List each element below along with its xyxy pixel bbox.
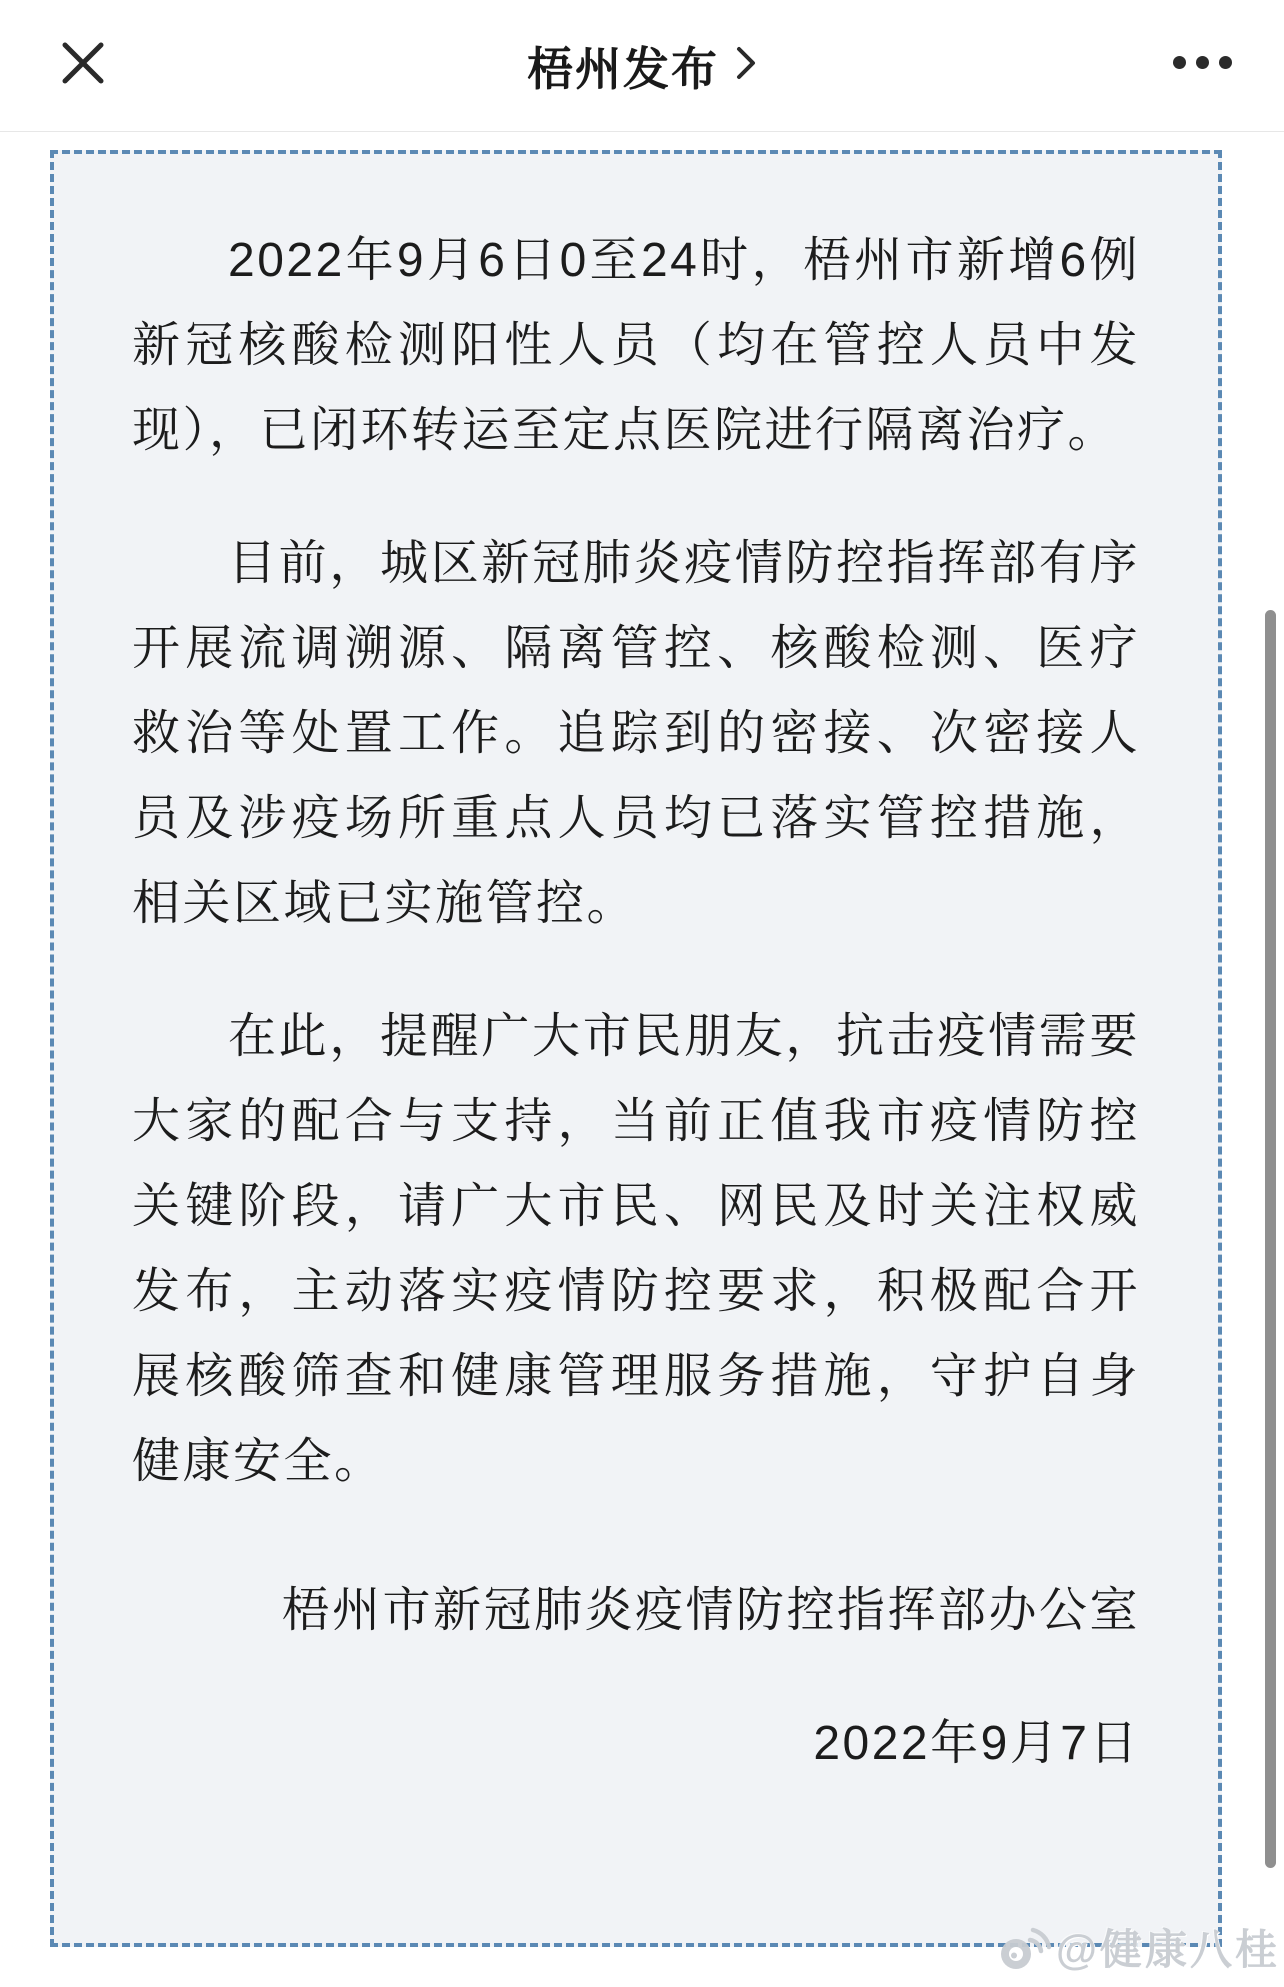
- more-dots-icon: [1219, 56, 1232, 69]
- notice-content-box: [50, 150, 1222, 1947]
- scrollbar-thumb[interactable]: [1265, 610, 1276, 1868]
- notice-signature: 梧州市新冠肺炎疫情防控指挥部办公室: [281, 1584, 1140, 1637]
- watermark-text: @健康八桂: [1056, 1925, 1280, 1973]
- page-title: 梧州发布: [527, 42, 719, 95]
- header-bar: [0, 0, 1284, 132]
- more-button[interactable]: [1173, 56, 1232, 69]
- more-dots-icon: [1196, 56, 1209, 69]
- notice-paragraph: 在此，提醒广大市民朋友，抗击疫情需要大家的配合与支持，当前正值我市疫情防控关键阶段，请广大市民、网民及时关注权威发布，主动落实疫情防控要求，积极配合开展核酸筛查和健康管理服务措施，守护自身健康安全。: [132, 1010, 1140, 1488]
- notice-paragraph: 2022年9月6日0至24时，梧州市新增6例新冠核酸检测阳性人员（均在管控人员中发现），已闭环转运至定点医院进行隔离治疗。: [132, 234, 1140, 457]
- chevron-right-icon: [735, 43, 757, 88]
- notice-date: 2022年9月7日: [813, 1717, 1140, 1770]
- account-title-link[interactable]: [0, 0, 1284, 131]
- more-dots-icon: [1173, 56, 1186, 69]
- notice-paragraph: 目前，城区新冠肺炎疫情防控指挥部有序开展流调溯源、隔离管控、核酸检测、医疗救治等处置工作。追踪到的密接、次密接人员及涉疫场所重点人员均已落实管控措施，相关区域已实施管控。: [132, 537, 1140, 930]
